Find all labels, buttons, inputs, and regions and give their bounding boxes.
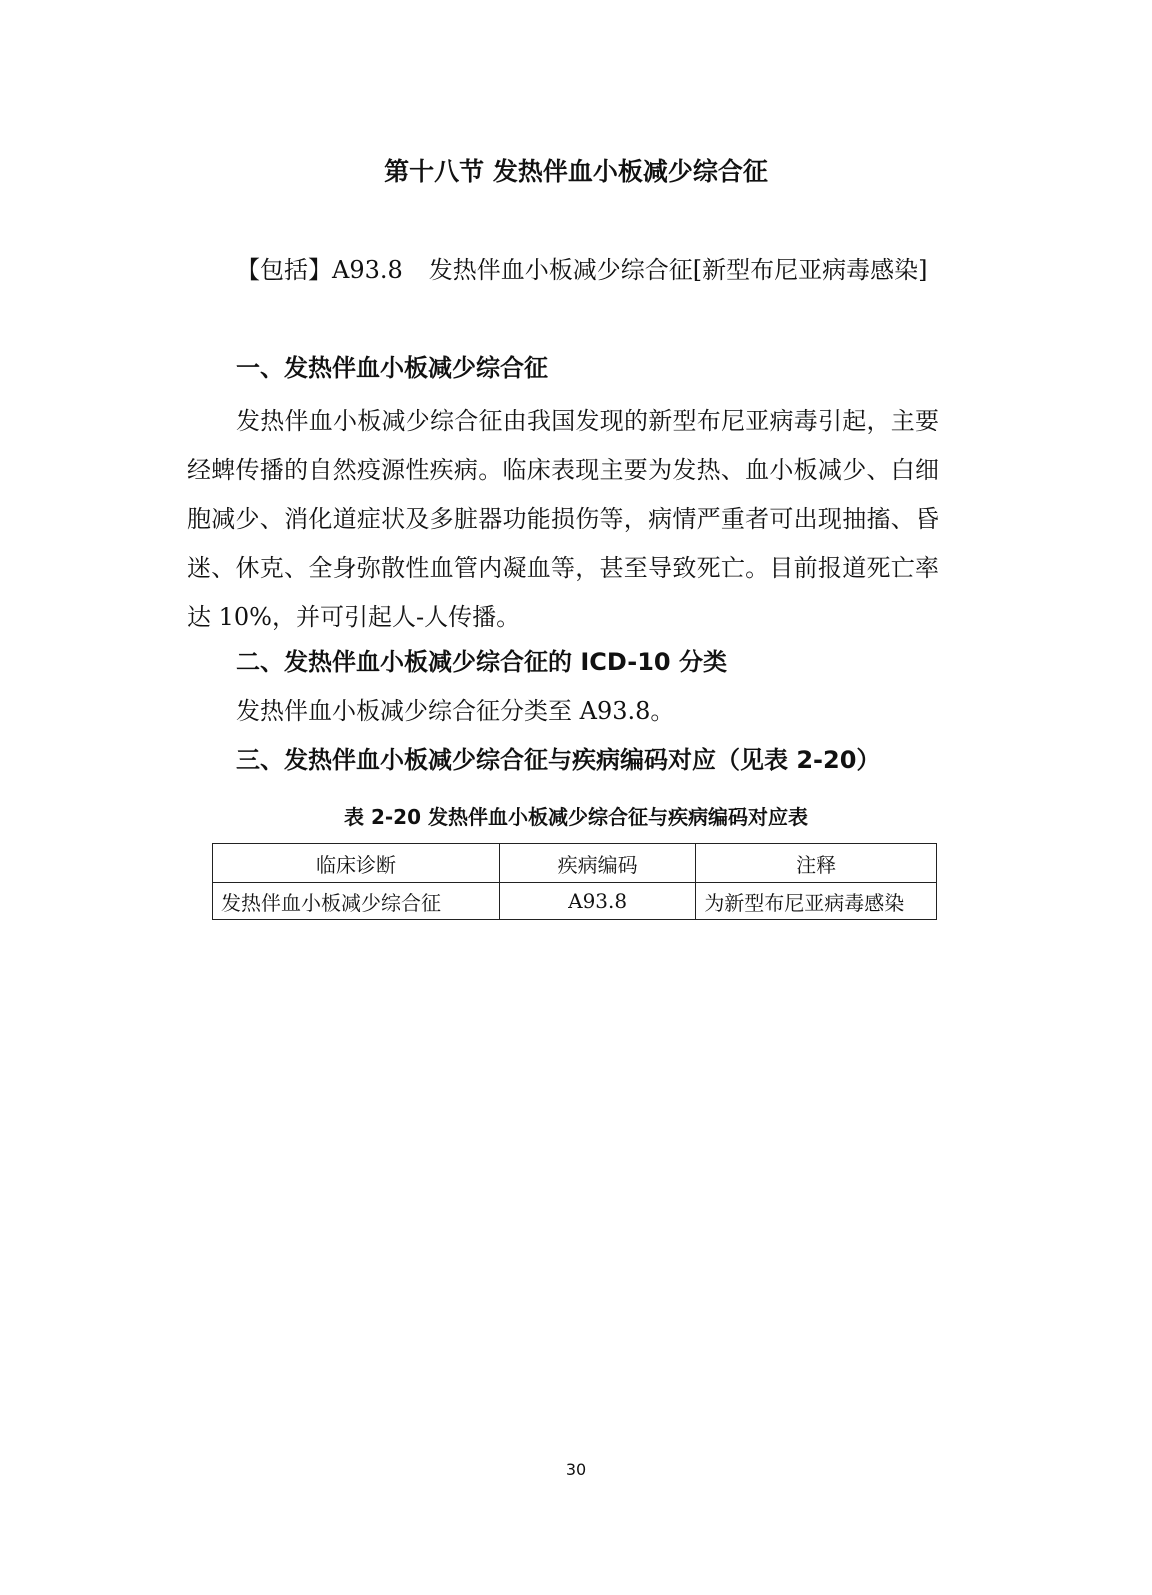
header-clinical-diagnosis: 临床诊断 <box>213 844 500 883</box>
table-row <box>213 883 937 920</box>
include-description: 发热伴血小板减少综合征[新型布尼亚病毒感染] <box>428 256 928 284</box>
include-code: A93.8 <box>332 256 403 284</box>
heading-code-mapping: 三、发热伴血小板减少综合征与疾病编码对应（见表 2-20） <box>236 746 881 774</box>
classification-paragraph: 发热伴血小板减少综合征分类至 A93.8。 <box>236 697 675 725</box>
heading-icd-classification: 二、发热伴血小板减少综合征的 ICD-10 分类 <box>236 648 727 676</box>
section-title: 第十八节 发热伴血小板减少综合征 <box>384 157 768 186</box>
cell-clinical-diagnosis: 发热伴血小板减少综合征 <box>213 883 500 920</box>
code-mapping-table <box>212 843 937 920</box>
include-line <box>236 250 928 290</box>
header-disease-code: 疾病编码 <box>499 844 695 883</box>
include-label: 【包括】 <box>236 256 332 284</box>
heading-overview: 一、发热伴血小板减少综合征 <box>236 354 548 382</box>
page-number: 30 <box>565 1460 587 1479</box>
cell-disease-code: A93.8 <box>499 883 695 920</box>
header-notes: 注释 <box>696 844 937 883</box>
cell-notes: 为新型布尼亚病毒感染 <box>696 883 937 920</box>
table-caption: 表 2-20 发热伴血小板减少综合征与疾病编码对应表 <box>344 805 808 829</box>
table-header-row <box>213 844 937 883</box>
overview-paragraph: 发热伴血小板减少综合征由我国发现的新型布尼亚病毒引起，主要经蜱传播的自然疫源性疾病。临床表现主要为发热、血小板减少、白细胞减少、消化道症状及多脏器功能损伤等，病情严重者可出现抽搐、昏迷、休克、全身弥散性血管内凝血等，甚至导致死亡。目前报道死亡率达 10%，并可引起人-人传播。 <box>187 407 939 631</box>
